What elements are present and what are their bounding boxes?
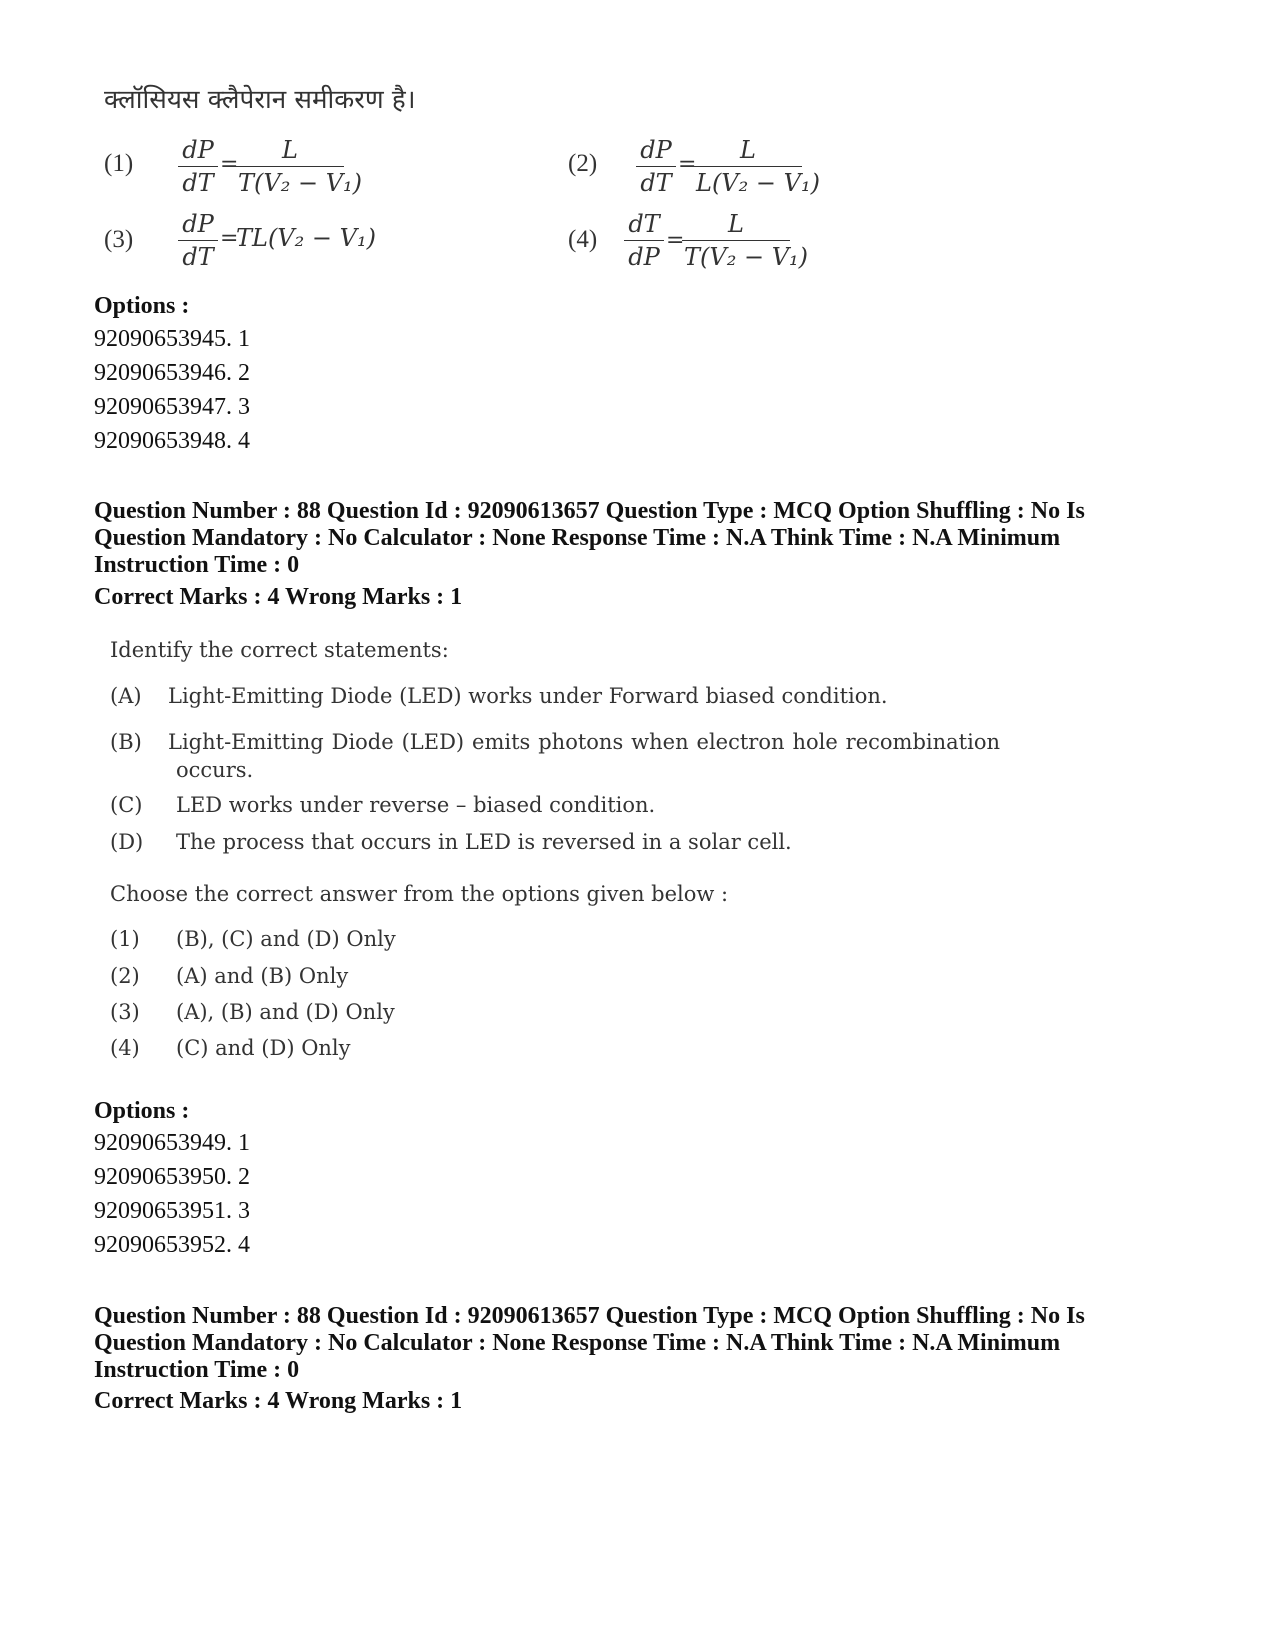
choice-4-label: (4) (568, 226, 598, 253)
statement-b-label: (B) (110, 730, 142, 754)
option-item: 92090653952. 4 (94, 1232, 250, 1258)
statement-a-label: (A) (110, 684, 142, 708)
choice-4-equals: = (666, 228, 685, 253)
option-item: 92090653951. 3 (94, 1198, 250, 1224)
question-prompt: Identify the correct statements: (110, 638, 449, 662)
choice-2-equals: = (678, 152, 697, 177)
choice-3-lhs-num: dP (182, 210, 214, 238)
choose-instruction: Choose the correct answer from the options given below : (110, 882, 729, 906)
choice-1-rhs-fraction (236, 136, 363, 197)
answer-2-text: (A) and (B) Only (176, 964, 349, 988)
answer-1-label: (1) (110, 927, 140, 951)
question-meta-line: Question Number : 88 Question Id : 92090613657 Question Type : MCQ Option Shuffling : No Is (94, 1303, 1085, 1329)
choice-1-lhs-fraction (178, 136, 218, 197)
option-item: 92090653949. 1 (94, 1130, 250, 1156)
options-heading: Options : (94, 1098, 190, 1124)
choice-4-rhs-fraction (682, 210, 809, 271)
choice-4-lhs-den: dP (624, 240, 664, 271)
question-meta-line: Question Number : 88 Question Id : 92090613657 Question Type : MCQ Option Shuffling : No Is (94, 498, 1085, 524)
choice-3-lhs-den: dT (178, 240, 218, 271)
choice-1-rhs-num: L (282, 136, 298, 164)
question-meta (94, 1303, 1085, 1384)
choice-4-rhs-den: T(V₂ − V₁) (682, 240, 790, 271)
answer-4-text: (C) and (D) Only (176, 1036, 351, 1060)
choice-1-label: (1) (104, 150, 134, 177)
statement-c-text: LED works under reverse – biased condition. (176, 793, 656, 817)
choice-2-rhs-den: L(V₂ − V₁) (694, 166, 802, 197)
choice-4-lhs-fraction (624, 210, 664, 271)
options-heading: Options : (94, 293, 190, 319)
answer-3-text: (A), (B) and (D) Only (176, 1000, 395, 1024)
choice-2-lhs-fraction (636, 136, 676, 197)
choice-1-equals: = (220, 152, 239, 177)
choice-3-label: (3) (104, 226, 134, 253)
marks-line: Correct Marks : 4 Wrong Marks : 1 (94, 584, 463, 610)
options-list (94, 1126, 250, 1262)
choice-3-rhs: TL(V₂ − V₁) (236, 224, 376, 252)
statement-b-text: Light-Emitting Diode (LED) emits photons when electron hole recombination (168, 730, 1000, 754)
choice-3-lhs-fraction (178, 210, 218, 271)
options-list (94, 322, 250, 458)
choice-3-equals: = (220, 226, 239, 251)
choice-2-label: (2) (568, 150, 598, 177)
statement-a-text: Light-Emitting Diode (LED) works under Forward biased condition. (168, 684, 888, 708)
answer-1-text: (B), (C) and (D) Only (176, 927, 396, 951)
choice-4-lhs-num: dT (628, 210, 660, 238)
choice-1-lhs-num: dP (182, 136, 214, 164)
answer-2-label: (2) (110, 964, 140, 988)
answer-3-label: (3) (110, 1000, 140, 1024)
choice-2-lhs-num: dP (640, 136, 672, 164)
question-meta-line: Instruction Time : 0 (94, 552, 300, 578)
choice-4-rhs-num: L (728, 210, 744, 238)
statement-d-label: (D) (110, 830, 144, 854)
question-meta (94, 498, 1085, 579)
choice-2-lhs-den: dT (636, 166, 676, 197)
choice-2-rhs-fraction (694, 136, 820, 197)
option-item: 92090653945. 1 (94, 326, 250, 352)
choice-2-rhs-num: L (740, 136, 756, 164)
question-meta-line: Question Mandatory : No Calculator : None Response Time : N.A Think Time : N.A Minimum (94, 1330, 1061, 1356)
statement-b-text-cont: occurs. (176, 758, 254, 782)
statement-d-text: The process that occurs in LED is reversed in a solar cell. (176, 830, 792, 854)
question-meta-line: Instruction Time : 0 (94, 1357, 300, 1383)
option-item: 92090653947. 3 (94, 394, 250, 420)
answer-4-label: (4) (110, 1036, 140, 1060)
statement-c-label: (C) (110, 793, 143, 817)
question-text-hindi: क्लॉसियस क्लैपेरान समीकरण है। (104, 85, 416, 115)
choice-1-rhs-den: T(V₂ − V₁) (236, 166, 344, 197)
marks-line: Correct Marks : 4 Wrong Marks : 1 (94, 1388, 463, 1414)
question-meta-line: Question Mandatory : No Calculator : None Response Time : N.A Think Time : N.A Minimum (94, 525, 1061, 551)
option-item: 92090653950. 2 (94, 1164, 250, 1190)
choice-1-lhs-den: dT (178, 166, 218, 197)
option-item: 92090653946. 2 (94, 360, 250, 386)
option-item: 92090653948. 4 (94, 428, 250, 454)
